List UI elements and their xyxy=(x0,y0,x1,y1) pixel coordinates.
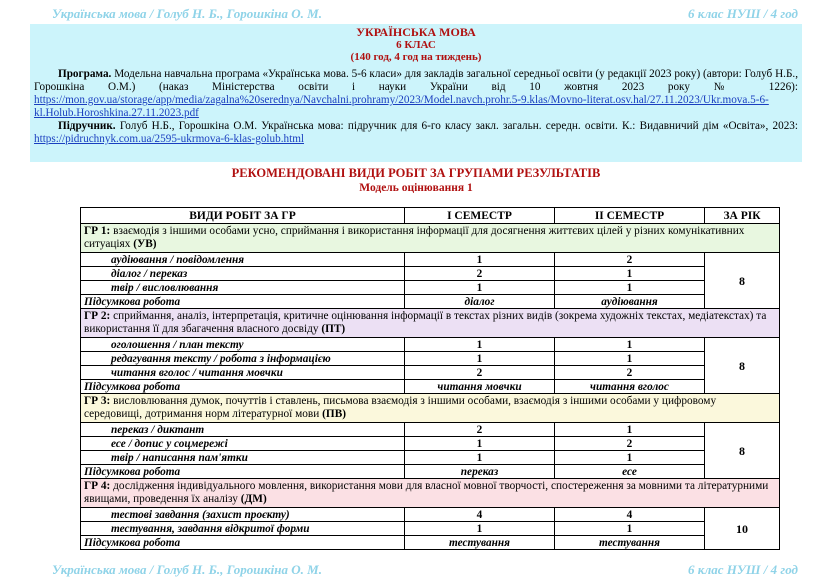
running-header-left: Українська мова / Голуб Н. Б., Горошкіна О. М. xyxy=(52,6,322,21)
year-total: 8 xyxy=(705,338,780,394)
summary-semester-2: читання вголос xyxy=(555,380,705,394)
group-abbr: (УВ) xyxy=(133,238,157,250)
group-row xyxy=(81,394,780,423)
assessment-table xyxy=(80,207,780,550)
table-row xyxy=(81,522,780,536)
table-header-row xyxy=(81,208,780,224)
summary-semester-2: аудіювання xyxy=(555,295,705,309)
semester-1-count: 1 xyxy=(405,451,555,465)
table-row xyxy=(81,437,780,451)
summary-label: Підсумкова робота xyxy=(81,536,405,550)
work-type: оголошення / план тексту xyxy=(81,338,405,352)
group-text: сприймання, аналіз, інтерпретація, критичне оцінювання інформації в текстах різних видів (зокрема художніх текстах, медіатекстах) та використання її для збагачення власного досвіду xyxy=(84,310,767,335)
course-grade: 6 КЛАС xyxy=(396,39,436,51)
summary-semester-2: есе xyxy=(555,465,705,479)
semester-2-count: 1 xyxy=(555,281,705,295)
program-text: Модельна навчальна програма «Українська мова. 5-6 класи» для закладів загальної середньої освіти (у редакції 2023 року) (автори: Голуб Н.Б., Горошкіна О.М.) (наказ Міністерства освіти і науки України від 10 жовтня 2023 року № 1226): xyxy=(34,68,798,93)
semester-1-count: 2 xyxy=(405,267,555,281)
work-type: есе / допис у соцмережі xyxy=(81,437,405,451)
semester-1-count: 1 xyxy=(405,338,555,352)
semester-2-count: 2 xyxy=(555,366,705,380)
table-row xyxy=(81,253,780,267)
program-label: Програма. xyxy=(58,68,112,80)
semester-1-count: 4 xyxy=(405,508,555,522)
semester-2-count: 1 xyxy=(555,522,705,536)
summary-semester-1: діалог xyxy=(405,295,555,309)
summary-semester-1: тестування xyxy=(405,536,555,550)
summary-label: Підсумкова робота xyxy=(81,465,405,479)
semester-1-count: 1 xyxy=(405,352,555,366)
work-type: твір / написання пам'ятки xyxy=(81,451,405,465)
group-code: ГР 4: xyxy=(84,480,111,492)
table-row xyxy=(81,366,780,380)
group-text: взаємодія з іншими особами усно, сприймання і використання інформації для досягнення життєвих цілей у різних комунікативних ситуаціях xyxy=(84,225,745,250)
group-description xyxy=(81,309,780,338)
summary-row xyxy=(81,536,780,550)
program-link[interactable]: https://mon.gov.ua/storage/app/media/zagalna%20serednya/Navchalni.prohramy/2023/Model.navch.prohr.5-9.klas/Movno-literat.osv.hal/27.11.2023/Ukr.movа.5-6-kl.Holub.Horoshkina.27.11.2023.pdf xyxy=(34,94,769,119)
semester-2-count: 1 xyxy=(555,352,705,366)
work-type: редагування тексту / робота з інформацією xyxy=(81,352,405,366)
group-row xyxy=(81,479,780,508)
summary-row xyxy=(81,295,780,309)
running-footer-left: Українська мова / Голуб Н. Б., Горошкіна О. М. xyxy=(52,562,322,577)
textbook-label: Підручник. xyxy=(58,120,116,132)
summary-semester-2: тестування xyxy=(555,536,705,550)
semester-2-count: 1 xyxy=(555,338,705,352)
group-description xyxy=(81,479,780,508)
semester-1-count: 1 xyxy=(405,253,555,267)
table-row xyxy=(81,281,780,295)
year-total: 10 xyxy=(705,508,780,550)
textbook-text: Голуб Н.Б., Горошкіна О.М. Українська мова: підручник для 6-го класу закл. загальн. середн. освіти. К.: Видавничий дім «Освіта», 2023: xyxy=(119,120,798,132)
group-text: дослідження індивідуального мовлення, використання мови для власної мовної творчості, спостереження за мовними та літературними явищами, проведення їх аналізу xyxy=(84,480,769,505)
summary-row xyxy=(81,465,780,479)
summary-row xyxy=(81,380,780,394)
header-semester-1: І СЕМЕСТР xyxy=(405,208,555,224)
semester-2-count: 1 xyxy=(555,451,705,465)
table-row xyxy=(81,267,780,281)
semester-2-count: 2 xyxy=(555,253,705,267)
work-type: читання вголос / читання мовчки xyxy=(81,366,405,380)
semester-1-count: 1 xyxy=(405,437,555,451)
course-hours: (140 год, 4 год на тиждень) xyxy=(350,51,482,63)
summary-semester-1: переказ xyxy=(405,465,555,479)
course-title-block xyxy=(34,26,798,64)
course-title: УКРАЇНСЬКА МОВА xyxy=(356,25,476,39)
year-total: 8 xyxy=(705,253,780,309)
textbook-paragraph xyxy=(34,120,798,146)
running-header xyxy=(0,2,832,24)
work-type: діалог / переказ xyxy=(81,267,405,281)
course-intro xyxy=(30,24,802,162)
table-row xyxy=(81,508,780,522)
summary-label: Підсумкова робота xyxy=(81,295,405,309)
group-abbr: (ДМ) xyxy=(240,493,267,505)
header-year: ЗА РІК xyxy=(705,208,780,224)
semester-2-count: 2 xyxy=(555,437,705,451)
group-row xyxy=(81,309,780,338)
year-total: 8 xyxy=(705,423,780,479)
running-header-right: 6 клас НУШ / 4 год xyxy=(687,6,798,21)
running-footer-right: 6 клас НУШ / 4 год xyxy=(687,562,798,577)
section-title: РЕКОМЕНДОВАНІ ВИДИ РОБІТ ЗА ГРУПАМИ РЕЗУЛЬТАТІВ xyxy=(231,166,601,180)
summary-label: Підсумкова робота xyxy=(81,380,405,394)
work-type: аудіювання / повідомлення xyxy=(81,253,405,267)
group-text: висловлювання думок, почуттів і ставлень, письмова взаємодія з іншими особами, взаємодія з іншими особами у цифровому середовищі, дотримання норм літературної мови xyxy=(84,395,717,420)
group-row xyxy=(81,224,780,253)
table-row xyxy=(81,352,780,366)
program-paragraph xyxy=(34,68,798,120)
group-abbr: (ПТ) xyxy=(321,323,346,335)
summary-semester-1: читання мовчки xyxy=(405,380,555,394)
textbook-link[interactable]: https://pidruchnyk.com.ua/2595-ukrmova-6-klas-golub.html xyxy=(34,133,305,145)
work-type: переказ / диктант xyxy=(81,423,405,437)
semester-1-count: 2 xyxy=(405,423,555,437)
group-code: ГР 2: xyxy=(84,310,111,322)
header-work-types: ВИДИ РОБІТ ЗА ГР xyxy=(81,208,405,224)
semester-2-count: 1 xyxy=(555,423,705,437)
semester-2-count: 1 xyxy=(555,267,705,281)
work-type: тестові завдання (захист проєкту) xyxy=(81,508,405,522)
group-code: ГР 1: xyxy=(84,225,111,237)
table-row xyxy=(81,338,780,352)
group-code: ГР 3: xyxy=(84,395,111,407)
running-footer xyxy=(0,558,832,580)
semester-2-count: 4 xyxy=(555,508,705,522)
semester-1-count: 1 xyxy=(405,281,555,295)
group-description xyxy=(81,394,780,423)
work-type: тестування, завдання відкритої форми xyxy=(81,522,405,536)
group-description xyxy=(81,224,780,253)
semester-1-count: 2 xyxy=(405,366,555,380)
group-abbr: (ПВ) xyxy=(322,408,347,420)
table-row xyxy=(81,451,780,465)
section-subtitle: Модель оцінювання 1 xyxy=(359,182,473,194)
semester-1-count: 1 xyxy=(405,522,555,536)
table-row xyxy=(81,423,780,437)
work-type: твір / висловлювання xyxy=(81,281,405,295)
header-semester-2: ІІ СЕМЕСТР xyxy=(555,208,705,224)
